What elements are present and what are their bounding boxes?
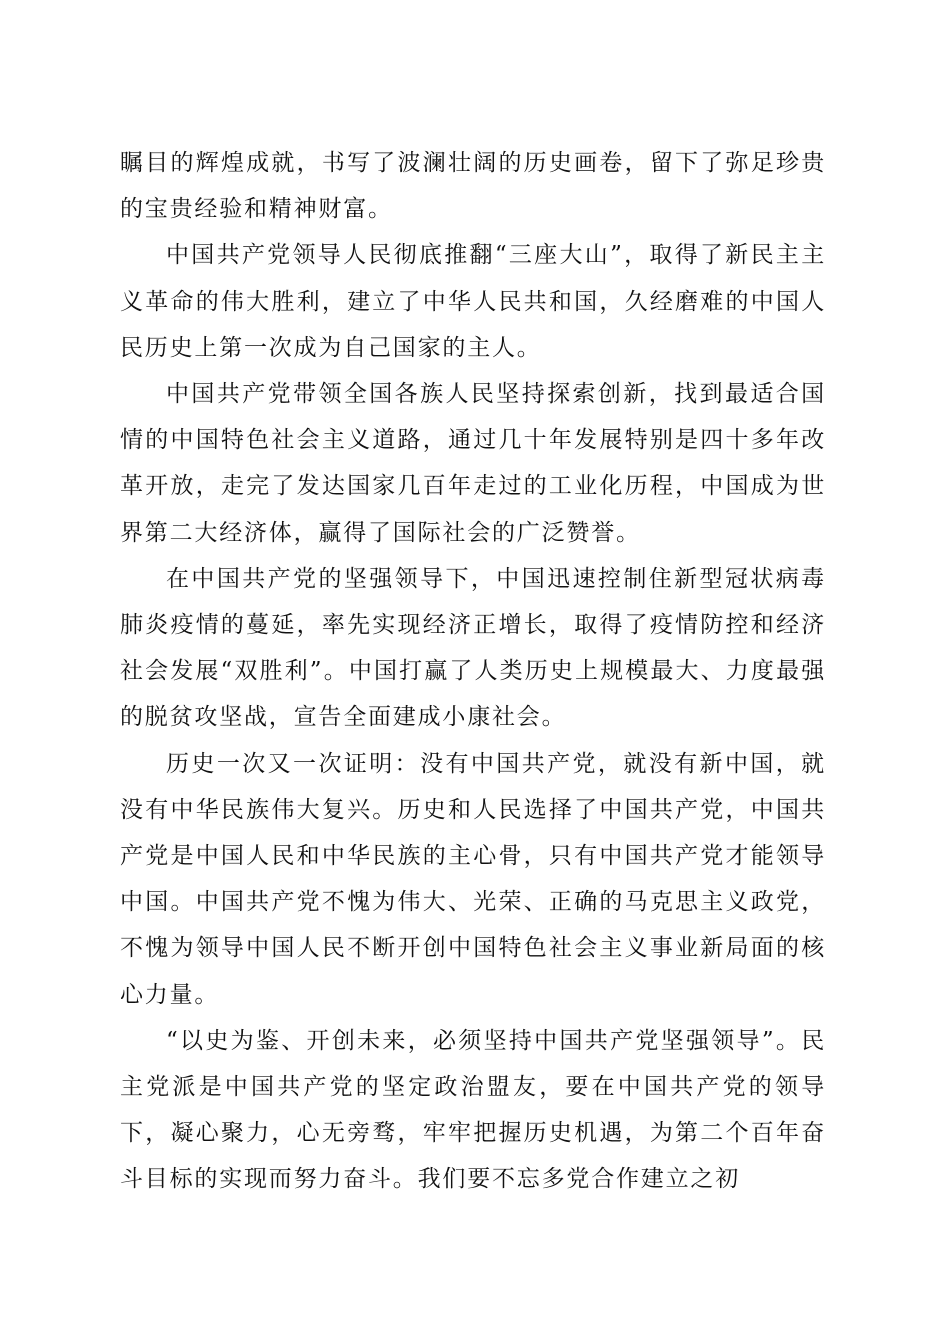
paragraph-5: 历史一次又一次证明：没有中国共产党，就没有新中国，就没有中华民族伟大复兴。历史和人民选择了中国共产党，中国共产党是中国人民和中华民族的主心骨，只有中国共产党才能领导中国。中国共产党不愧为伟大、光荣、正确的马克思主义政党，不愧为领导中国人民不断开创中国特色社会主义事业新局面的核心力量。	[120, 750, 826, 1008]
paragraph-3: 中国共产党带领全国各族人民坚持探索创新，找到最适合国情的中国特色社会主义道路，通过几十年发展特别是四十多年改革开放，走完了发达国家几百年走过的工业化历程，中国成为世界第二大经济体，赢得了国际社会的广泛赞誉。	[120, 381, 826, 546]
paragraph-6: “以史为鉴、开创未来，必须坚持中国共产党坚强领导”。民主党派是中国共产党的坚定政治盟友，要在中国共产党的领导下，凝心聚力，心无旁骛，牢牢把握历史机遇，为第二个百年奋斗目标的实现而努力奋斗。我们要不忘多党合作建立之初	[120, 1027, 826, 1193]
paragraph-1: 瞩目的辉煌成就，书写了波澜壮阔的历史画卷，留下了弥足珍贵的宝贵经验和精神财富。	[120, 150, 826, 223]
paragraph-2: 中国共产党领导人民彻底推翻“三座大山”，取得了新民主主义革命的伟大胜利，建立了中华人民共和国，久经磨难的中国人民历史上第一次成为自己国家的主人。	[120, 242, 826, 361]
document-body	[120, 140, 826, 1203]
paragraph-4: 在中国共产党的坚强领导下，中国迅速控制住新型冠状病毒肺炎疫情的蔓延，率先实现经济正增长，取得了疫情防控和经济社会发展“双胜利”。中国打赢了人类历史上规模最大、力度最强的脱贫攻坚战，宣告全面建成小康社会。	[120, 565, 826, 731]
